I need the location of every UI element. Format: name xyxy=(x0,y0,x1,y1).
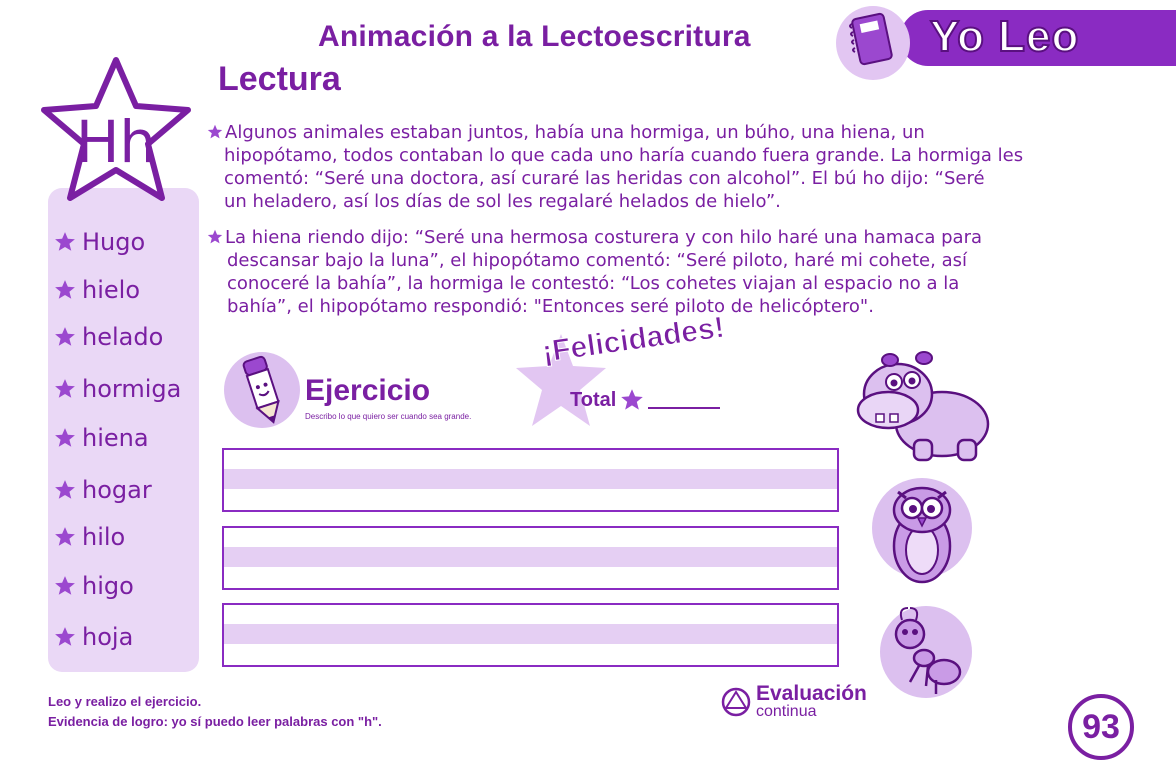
footer-evidence: Evidencia de logro: yo sí puedo leer palabras con "h". xyxy=(48,714,382,729)
star-bullet-icon xyxy=(54,326,76,348)
total-blank-line[interactable] xyxy=(648,391,720,409)
hippo-icon xyxy=(846,340,996,470)
section-title: Lectura xyxy=(218,60,341,98)
star-bullet-icon xyxy=(54,526,76,548)
writing-box-3[interactable] xyxy=(222,603,839,667)
word-item xyxy=(54,276,140,304)
owl-badge xyxy=(872,478,972,578)
word-item xyxy=(54,375,181,403)
star-bullet-icon xyxy=(207,229,223,245)
star-bullet-icon xyxy=(54,279,76,301)
star-bullet-icon xyxy=(54,378,76,400)
letter-star xyxy=(36,54,196,206)
page-number: 93 xyxy=(1068,694,1134,760)
word-label: higo xyxy=(82,572,134,600)
star-bullet-icon xyxy=(54,231,76,253)
total-row xyxy=(570,388,720,412)
star-bullet-icon xyxy=(54,479,76,501)
word-item xyxy=(54,424,149,452)
exercise-title: Ejercicio xyxy=(305,374,431,407)
exercise-badge xyxy=(224,352,300,428)
word-item xyxy=(54,623,133,651)
footer-instruction: Leo y realizo el ejercicio. xyxy=(48,694,202,709)
paragraph-line: bahía”, el hipopótamo respondió: "Entonces seré piloto de helicóptero". xyxy=(227,296,874,317)
exercise-instruction: Describo lo que quiero ser cuando sea grande. xyxy=(305,412,472,421)
star-bullet-icon xyxy=(620,388,644,412)
word-label: helado xyxy=(82,323,164,351)
total-label: Total xyxy=(570,388,617,411)
evaluacion-subtitle: continua xyxy=(756,703,817,720)
notebook-badge xyxy=(836,6,910,80)
word-item xyxy=(54,572,134,600)
paragraph-line: hipopótamo, todos contaban lo que cada uno haría cuando fuera grande. La hormiga les xyxy=(224,145,1024,166)
banner-title: Yo Leo xyxy=(930,12,1080,61)
word-label: hiena xyxy=(82,424,149,452)
paragraph-line: descansar bajo la luna”, el hipopótamo comentó: “Seré piloto, haré mi cohete, así xyxy=(227,250,967,271)
paragraph-line: Algunos animales estaban juntos, había una hormiga, un búho, una hiena, un xyxy=(225,122,925,143)
evaluacion-badge xyxy=(720,684,867,720)
paragraph-line: conoceré la bahía”, la hormiga le contestó: “Los cohetes viajan al espacio no a la xyxy=(227,273,960,294)
word-item xyxy=(54,228,145,256)
page-header-title: Animación a la Lectoescritura xyxy=(318,20,751,53)
writing-box-2[interactable] xyxy=(222,526,839,590)
reading-paragraph-1 xyxy=(207,121,1023,213)
word-label: hielo xyxy=(82,276,140,304)
hippo-badge xyxy=(846,340,976,470)
star-bullet-icon xyxy=(207,124,223,140)
ant-badge xyxy=(880,606,972,698)
word-item xyxy=(54,476,152,504)
owl-icon xyxy=(872,478,972,598)
globe-icon xyxy=(720,686,752,718)
pencil-icon xyxy=(224,352,300,428)
felicidades-title: ¡Felicidades! xyxy=(540,310,727,370)
paragraph-line: La hiena riendo dijo: “Seré una hermosa costurera y con hilo haré una hamaca para xyxy=(225,227,983,248)
letter-badge-text: Hh xyxy=(75,108,157,176)
writing-box-1[interactable] xyxy=(222,448,839,512)
evaluacion-title: Evaluación xyxy=(756,682,867,705)
word-label: hogar xyxy=(82,476,152,504)
word-item xyxy=(54,323,163,351)
star-bullet-icon xyxy=(54,575,76,597)
word-label: hilo xyxy=(82,523,126,551)
paragraph-line: un heladero, así los días de sol les regalaré helados de hielo”. xyxy=(224,191,781,212)
word-item xyxy=(54,523,125,551)
word-label: Hugo xyxy=(82,228,146,256)
star-bullet-icon xyxy=(54,427,76,449)
word-label: hoja xyxy=(82,623,134,651)
ant-icon xyxy=(880,606,972,698)
word-label: hormiga xyxy=(82,375,182,403)
reading-paragraph-2 xyxy=(207,226,982,318)
paragraph-line: comentó: “Seré una doctora, así curaré las heridas con alcohol”. El bú ho dijo: “Seré xyxy=(224,168,985,189)
notebook-icon xyxy=(836,6,910,80)
star-bullet-icon xyxy=(54,626,76,648)
